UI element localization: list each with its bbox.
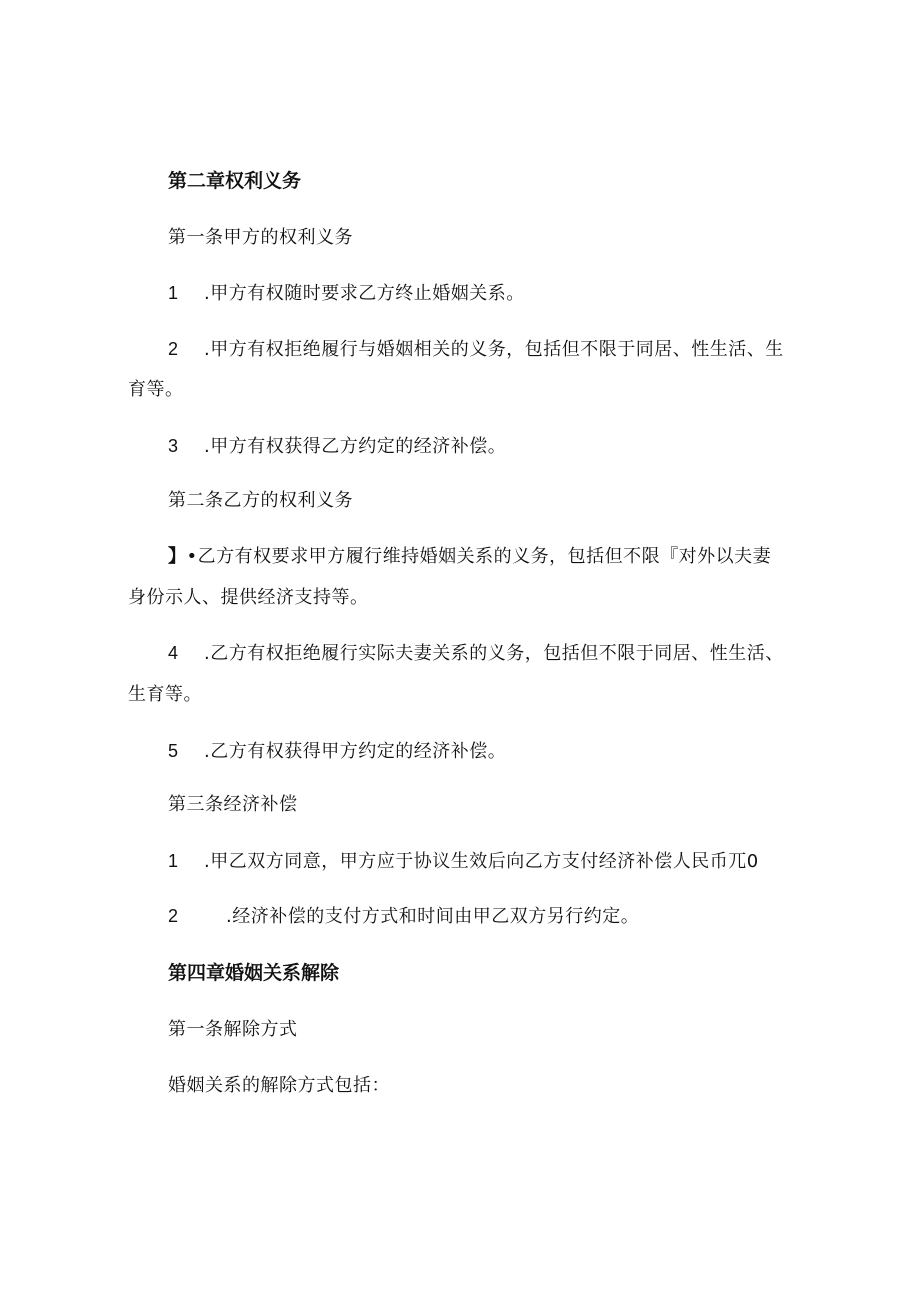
article-1-item-1: [168, 283, 788, 304]
article-1-item-2: [168, 339, 788, 360]
article-2-item-5: [168, 741, 788, 762]
item-text: .甲方有权获得乙方约定的经济补偿。: [204, 436, 507, 457]
article-2-item-1-continued: 身份示人、提供经济支持等。: [128, 587, 369, 608]
item-number: 1: [168, 283, 179, 303]
article-3-item-1: [168, 851, 788, 872]
item-number: 3: [168, 436, 179, 456]
item-text: .乙方有权获得甲方约定的经济补偿。: [204, 741, 507, 762]
article-2-item-1: [168, 547, 788, 567]
item-text: .甲方有权随时要求乙方终止婚姻关系。: [204, 283, 525, 304]
chapter-4-article-1-title: 第一条解除方式: [168, 1019, 298, 1040]
item-marker: 】: [168, 546, 187, 567]
article-2-title: 第二条乙方的权利义务: [168, 490, 353, 511]
chapter-4-article-1-intro: 婚姻关系的解除方式包括：: [168, 1075, 390, 1096]
item-text: .甲乙双方同意，甲方应于协议生效后向乙方支付经济补偿人民币兀0: [204, 851, 759, 872]
item-text: •乙方有权要求甲方履行维持婚姻关系的义务，包括但不限『对外以夫妻: [186, 546, 772, 567]
item-number: 5: [168, 741, 179, 761]
article-3-title: 第三条经济补偿: [168, 794, 298, 815]
item-text: .经济补偿的支付方式和时间由甲乙双方另行约定。: [226, 906, 640, 927]
article-1-title: 第一条甲方的权利义务: [168, 227, 353, 248]
article-1-item-3: [168, 436, 788, 457]
item-number: 2: [168, 339, 179, 359]
article-2-item-4-continued: 生育等。: [128, 684, 202, 705]
item-number: 1: [168, 851, 179, 871]
item-text: .甲方有权拒绝履行与婚姻相关的义务，包括但不限于同居、性生活、生: [204, 339, 784, 360]
article-3-item-2: [168, 906, 788, 927]
item-text: .乙方有权拒绝履行实际夫妻关系的义务，包括但不限于同居、性生活、: [204, 643, 784, 664]
article-1-item-2-continued: 育等。: [128, 379, 184, 400]
chapter-4-title: 第四章婚姻关系解除: [168, 962, 340, 984]
item-number: 4: [168, 643, 179, 663]
article-2-item-4: [168, 643, 788, 664]
chapter-2-title: 第二章权利义务: [168, 170, 302, 192]
item-number: 2: [168, 906, 179, 926]
